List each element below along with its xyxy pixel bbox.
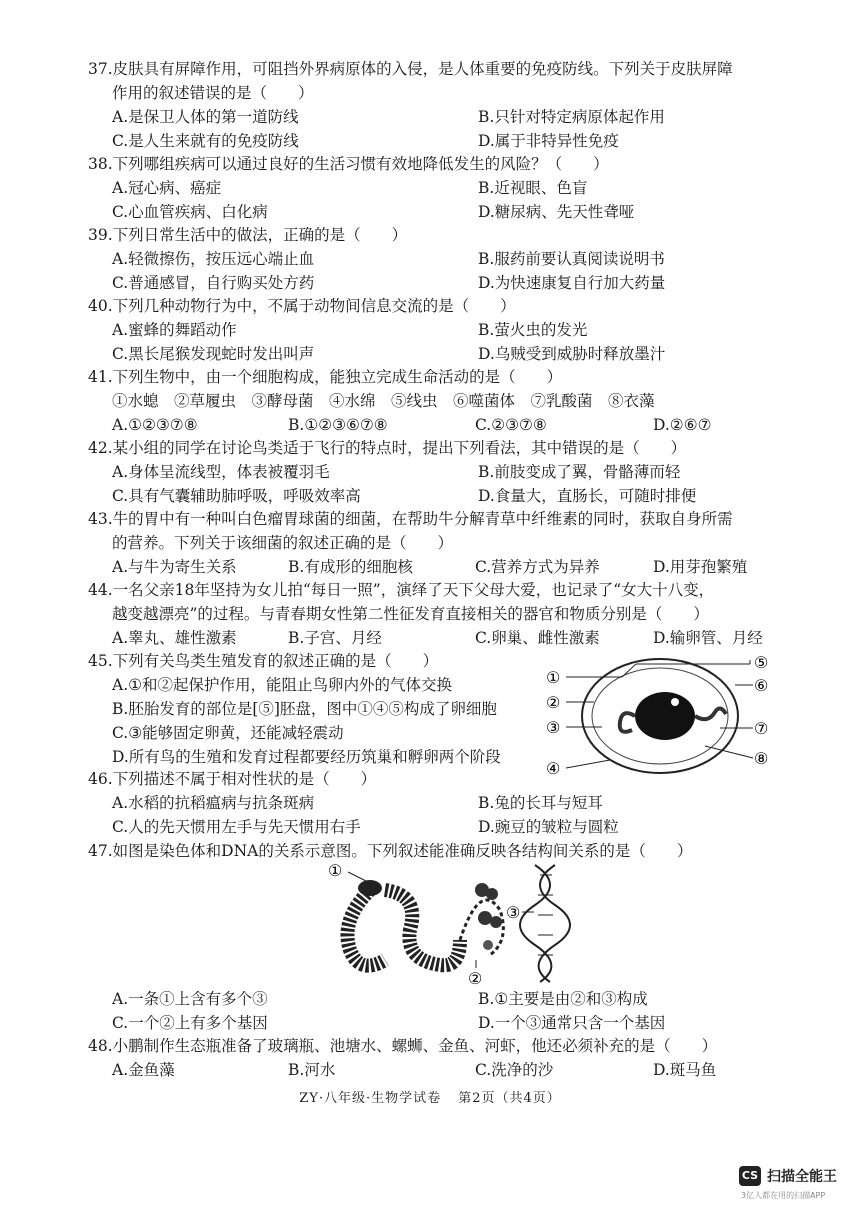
question-44-option-c: C.卵巢、雌性激素	[475, 629, 600, 647]
scanner-tagline: 3亿人都在用的扫描APP	[741, 1191, 826, 1200]
question-38-option-d: D.糖尿病、先天性聋哑	[478, 203, 635, 221]
egg-label-6: ⑥	[754, 676, 769, 695]
question-40-option-a: A.蜜蜂的舞蹈动作	[112, 321, 237, 339]
question-43-option-d: D.用芽孢繁殖	[653, 558, 748, 576]
question-38-stem: 38.下列哪组疾病可以通过良好的生活习惯有效地降低发生的风险？（ ）	[88, 155, 609, 173]
question-46-option-b: B.兔的长耳与短耳	[478, 794, 603, 812]
egg-label-2: ②	[546, 693, 561, 712]
question-47-option-b: B.①主要是由②和③构成	[478, 990, 648, 1008]
question-39-option-c: C.普通感冒，自行购买处方药	[112, 274, 315, 292]
question-37-option-a: A.是保卫人体的第一道防线	[112, 108, 299, 126]
egg-label-3: ③	[546, 718, 561, 737]
question-37-option-c: C.是人生来就有的免疫防线	[112, 132, 299, 150]
question-37-stem-2: 作用的叙述错误的是（ ）	[112, 84, 314, 102]
question-47-option-a: A.一条①上含有多个③	[112, 990, 268, 1008]
chromosome-label-1: ①	[328, 861, 343, 880]
egg-label-8: ⑧	[754, 749, 769, 768]
question-48-stem: 48.小鹏制作生态瓶准备了玻璃瓶、池塘水、螺蛳、金鱼、河虾，他还必须补充的是（ ）	[88, 1037, 718, 1055]
chromosome-label-2: ②	[468, 969, 483, 985]
footer-exam-title: ZY·八年级·生物学试卷	[299, 1091, 442, 1106]
question-46-stem: 46.下列描述不属于相对性状的是（ ）	[88, 770, 377, 788]
question-40-option-b: B.萤火虫的发光	[478, 321, 588, 339]
egg-label-5: ⑤	[754, 653, 769, 672]
question-46-option-d: D.豌豆的皱粒与圆粒	[478, 818, 619, 836]
question-41-option-c: C.②③⑦⑧	[475, 416, 547, 434]
egg-label-7: ⑦	[754, 719, 769, 738]
question-39-option-b: B.服药前要认真阅读说明书	[478, 250, 665, 268]
question-44-option-a: A.睾丸、雄性激素	[112, 629, 237, 647]
question-45-option-b: B.胚胎发育的部位是[⑤]胚盘，图中①④⑤构成了卵细胞	[112, 700, 497, 718]
question-41-organisms: ①水螅 ②草履虫 ③酵母菌 ④水绵 ⑤线虫 ⑥噬菌体 ⑦乳酸菌 ⑧衣藻	[112, 392, 655, 410]
bird-egg-diagram	[540, 650, 780, 780]
cs-icon: CS	[739, 1166, 761, 1186]
question-37-stem-1: 37.皮肤具有屏障作用，可阻挡外界病原体的入侵，是人体重要的免疫防线。下列关于皮肤屏障	[88, 60, 733, 78]
question-48-option-a: A.金鱼藻	[112, 1061, 175, 1079]
question-44-stem-2: 越变越漂亮”的过程。与青春期女性第二性征发育直接相关的器官和物质分别是（ ）	[112, 605, 709, 623]
question-43-stem-2: 的营养。下列关于该细菌的叙述正确的是（ ）	[112, 534, 454, 552]
question-38-option-b: B.近视眼、色盲	[478, 179, 588, 197]
question-45-option-c: C.③能够固定卵黄，还能减轻震动	[112, 724, 344, 742]
question-42-option-d: D.食量大，直肠长，可随时排便	[478, 487, 697, 505]
egg-label-4: ④	[546, 759, 561, 778]
question-46-option-a: A.水稻的抗稻瘟病与抗条斑病	[112, 794, 315, 812]
question-38-option-a: A.冠心病、癌症	[112, 179, 222, 197]
question-47-option-c: C.一个②上有多个基因	[112, 1014, 268, 1032]
question-43-option-c: C.营养方式为异养	[475, 558, 600, 576]
question-41-stem: 41.下列生物中，由一个细胞构成，能独立完成生命活动的是（ ）	[88, 368, 563, 386]
question-38-option-c: C.心血管疾病、白化病	[112, 203, 268, 221]
question-45-stem: 45.下列有关鸟类生殖发育的叙述正确的是（ ）	[88, 652, 439, 670]
scanner-app-name: 扫描全能王	[767, 1169, 837, 1185]
question-45-option-a: A.①和②起保护作用，能阻止鸟卵内外的气体交换	[112, 676, 453, 694]
question-43-option-a: A.与牛为寄生关系	[112, 558, 237, 576]
question-44-option-d: D.输卵管、月经	[653, 629, 763, 647]
footer-page-number: 第2页（共4页）	[458, 1091, 561, 1106]
question-44-option-b: B.子宫、月经	[288, 629, 382, 647]
question-43-option-b: B.有成形的细胞核	[288, 558, 413, 576]
question-45-option-d: D.所有鸟的生殖和发育过程都要经历筑巢和孵卵两个阶段	[112, 748, 501, 766]
scanner-logo	[739, 1164, 849, 1208]
question-40-stem: 40.下列几种动物行为中，不属于动物间信息交流的是（ ）	[88, 297, 516, 315]
question-39-stem: 39.下列日常生活中的做法，正确的是（ ）	[88, 226, 408, 244]
question-42-option-c: C.具有气囊辅助肺呼吸，呼吸效率高	[112, 487, 361, 505]
question-46-option-c: C.人的先天惯用左手与先天惯用右手	[112, 818, 361, 836]
question-43-stem-1: 43.牛的胃中有一种叫白色瘤胃球菌的细菌，在帮助牛分解青草中纤维素的同时，获取自身所需	[88, 510, 733, 528]
question-39-option-d: D.为快速康复自行加大药量	[478, 274, 666, 292]
chromosome-label-3: ③	[506, 903, 521, 922]
question-48-option-d: D.斑马鱼	[653, 1061, 717, 1079]
question-37-option-b: B.只针对特定病原体起作用	[478, 108, 665, 126]
question-42-option-b: B.前肢变成了翼，骨骼薄而轻	[478, 463, 681, 481]
question-42-option-a: A.身体呈流线型，体表被覆羽毛	[112, 463, 330, 481]
question-44-stem-1: 44.一名父亲18年坚持为女儿拍“每日一照”，演绎了天下父母大爱，也记录了“女大十八变，	[88, 581, 715, 599]
egg-label-1: ①	[546, 668, 561, 687]
chromosome-dna-diagram	[310, 860, 590, 985]
question-39-option-a: A.轻微擦伤，按压远心端止血	[112, 250, 315, 268]
page-footer	[0, 1087, 860, 1106]
question-40-option-d: D.乌贼受到威胁时释放墨汁	[478, 345, 666, 363]
question-48-option-c: C.洗净的沙	[475, 1061, 554, 1079]
question-42-stem: 42.某小组的同学在讨论鸟类适于飞行的特点时，提出下列看法，其中错误的是（ ）	[88, 439, 687, 457]
question-48-option-b: B.河水	[288, 1061, 336, 1079]
question-41-option-a: A.①②③⑦⑧	[112, 416, 198, 434]
question-41-option-b: B.①②③⑥⑦⑧	[288, 416, 388, 434]
question-47-option-d: D.一个③通常只含一个基因	[478, 1014, 666, 1032]
question-37-option-d: D.属于非特异性免疫	[478, 132, 619, 150]
question-40-option-c: C.黑长尾猴发现蛇时发出叫声	[112, 345, 315, 363]
question-41-option-d: D.②⑥⑦	[653, 416, 712, 434]
question-47-stem: 47.如图是染色体和DNA的关系示意图。下列叙述能准确反映各结构间关系的是（ ）	[88, 842, 693, 860]
